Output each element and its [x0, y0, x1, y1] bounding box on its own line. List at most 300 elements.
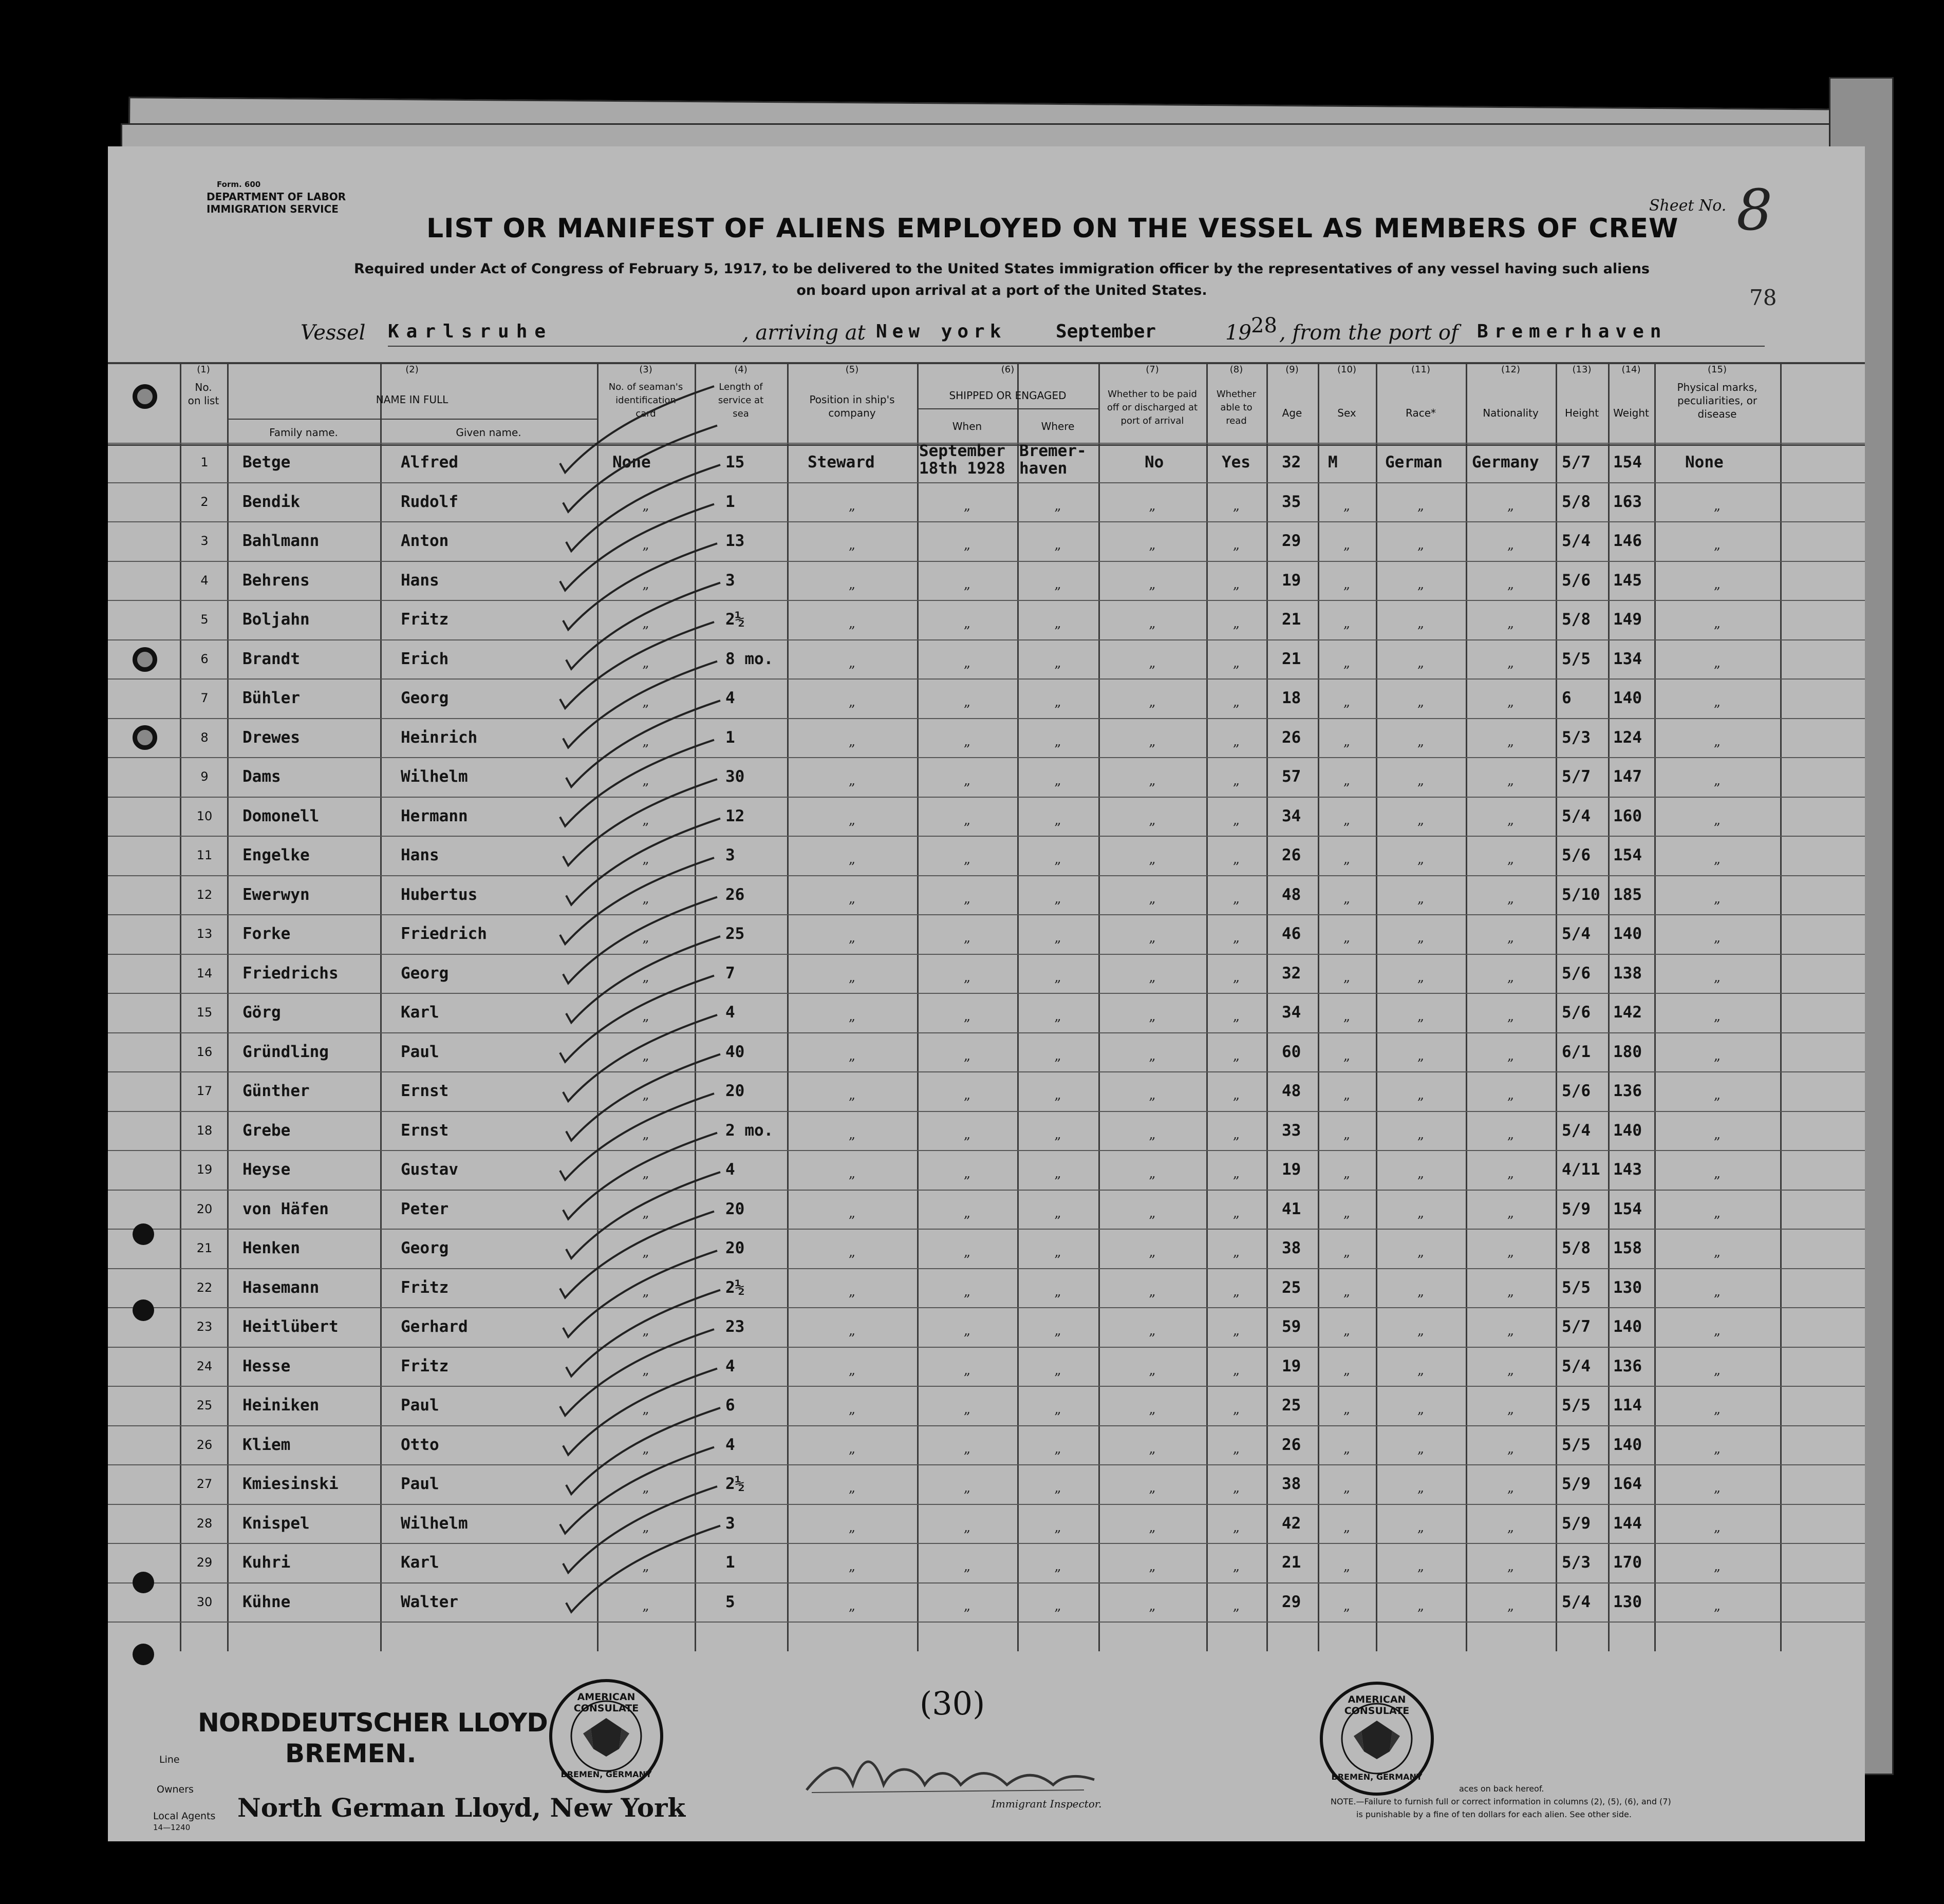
ditto-mark: „: [848, 537, 856, 553]
ditto-mark: „: [848, 891, 856, 907]
ditto-mark: „: [1232, 733, 1240, 749]
row-number: 19: [196, 1162, 213, 1177]
ditto-mark: „: [1417, 1559, 1425, 1574]
ditto-mark: „: [1054, 1362, 1061, 1378]
age: 48: [1282, 1082, 1301, 1100]
ditto-mark: „: [642, 852, 649, 867]
ditto-mark: „: [1232, 1048, 1240, 1064]
ditto-mark: „: [1713, 655, 1721, 671]
ditto-mark: „: [963, 1087, 971, 1103]
header-age: Age: [1282, 407, 1302, 419]
ditto-mark: „: [1232, 1480, 1240, 1496]
column-number-c12: (12): [1501, 364, 1520, 375]
family-name: Behrens: [242, 571, 310, 590]
column-number-c2: (2): [405, 364, 419, 375]
row-number: 15: [196, 1005, 213, 1020]
arrival-month: September: [1056, 321, 1156, 342]
row-number: 29: [196, 1555, 213, 1570]
height: 5/9: [1562, 1514, 1591, 1533]
ditto-mark: „: [1507, 694, 1515, 710]
ditto-mark: „: [1343, 1559, 1351, 1574]
age: 38: [1282, 1475, 1301, 1493]
inspector-label: Immigrant Inspector.: [992, 1798, 1102, 1810]
ditto-mark: „: [963, 1284, 971, 1299]
ditto-mark: „: [1054, 1126, 1061, 1142]
ditto-mark: „: [1054, 969, 1061, 985]
inspector-signature: [796, 1744, 1105, 1805]
length-of-service: 1: [725, 1553, 735, 1572]
vessel-name: Karlsruhe: [388, 321, 553, 342]
ditto-mark: „: [1417, 812, 1425, 828]
family-name: Brandt: [242, 649, 300, 668]
ditto-mark: „: [1149, 1362, 1156, 1378]
row-rule: [108, 993, 1865, 994]
id-card-value: None: [612, 453, 651, 472]
given-name: Fritz: [401, 610, 449, 629]
age: 33: [1282, 1121, 1301, 1140]
row-rule: [108, 1622, 1865, 1623]
row-rule: [108, 1229, 1865, 1230]
header-sex: Sex: [1337, 407, 1356, 419]
ditto-mark: „: [848, 498, 856, 514]
ditto-mark: „: [1507, 1323, 1515, 1339]
ditto-mark: „: [963, 773, 971, 788]
length-of-service: 8 mo.: [725, 649, 774, 668]
row-rule: [108, 1582, 1865, 1583]
age: 26: [1282, 1435, 1301, 1454]
row-number: 12: [196, 887, 213, 902]
ditto-mark: „: [848, 616, 856, 631]
ditto-mark: „: [963, 576, 971, 592]
header-where: Where: [1041, 420, 1075, 432]
ditto-mark: „: [848, 1126, 856, 1142]
ditto-mark: „: [1713, 1126, 1721, 1142]
consulate-seal-left: [547, 1677, 665, 1795]
ditto-mark: „: [848, 694, 856, 710]
subtitle: [334, 258, 1670, 301]
ditto-mark: „: [848, 1048, 856, 1064]
ditto-mark: „: [1507, 498, 1515, 514]
height: 5/3: [1562, 1553, 1591, 1572]
row-number: 14: [196, 966, 213, 981]
ditto-mark: „: [1343, 733, 1351, 749]
ditto-mark: „: [1149, 616, 1156, 631]
row-number: 25: [196, 1398, 213, 1412]
column-number-c4: (4): [734, 364, 747, 375]
column-rule: [1556, 362, 1557, 1651]
ditto-mark: „: [1343, 1362, 1351, 1378]
given-name: Paul: [401, 1475, 439, 1493]
row-rule: [108, 718, 1865, 719]
row-rule: [108, 521, 1865, 522]
shipped-when-2: 18th 1928: [919, 459, 1005, 478]
ditto-mark: „: [963, 1323, 971, 1339]
length-of-service: 40: [725, 1042, 745, 1061]
manifest-page: [108, 146, 1865, 1841]
ditto-mark: „: [1713, 812, 1721, 828]
ditto-mark: „: [1149, 1323, 1156, 1339]
ditto-mark: „: [1054, 1480, 1061, 1496]
ditto-mark: „: [1232, 930, 1240, 946]
family-name: Grebe: [242, 1121, 291, 1140]
ditto-mark: „: [1343, 616, 1351, 631]
page-number: 78: [1749, 285, 1777, 310]
ditto-mark: „: [1054, 1166, 1061, 1181]
height: 5/9: [1562, 1475, 1591, 1493]
ditto-mark: „: [642, 1284, 649, 1299]
ditto-mark: „: [848, 576, 856, 592]
weight: 163: [1613, 492, 1642, 511]
ditto-mark: „: [963, 694, 971, 710]
age: 59: [1282, 1317, 1301, 1336]
ditto-mark: „: [642, 1441, 649, 1457]
row-rule: [108, 482, 1865, 483]
sex-value: M: [1328, 453, 1338, 472]
ditto-mark: „: [1149, 1048, 1156, 1064]
ditto-mark: „: [1417, 1205, 1425, 1221]
ditto-mark: „: [1507, 812, 1515, 828]
ditto-mark: „: [1507, 1009, 1515, 1024]
age: 34: [1282, 806, 1301, 825]
height: 5/8: [1562, 610, 1591, 629]
header-name-in-full: NAME IN FULL: [376, 393, 448, 406]
length-of-service: 2½: [725, 610, 745, 629]
row-rule: [108, 914, 1865, 915]
ditto-mark: „: [1232, 1402, 1240, 1417]
column-number-c7: (7): [1146, 364, 1159, 375]
ditto-mark: „: [1232, 498, 1240, 514]
age: 19: [1282, 1356, 1301, 1375]
family-name: Drewes: [242, 728, 300, 747]
length-of-service: 3: [725, 571, 735, 590]
family-name: Bendik: [242, 492, 300, 511]
ditto-mark: „: [1713, 498, 1721, 514]
row-rule: [108, 1190, 1865, 1191]
nationality-value: Germany: [1472, 453, 1539, 472]
row-rule: [108, 1307, 1865, 1308]
given-name: Heinrich: [401, 728, 478, 747]
length-of-service: 13: [725, 532, 745, 550]
row-rule: [108, 561, 1865, 562]
ditto-mark: „: [1713, 733, 1721, 749]
row-rule: [108, 836, 1865, 837]
ditto-mark: „: [642, 576, 649, 592]
row-rule: [108, 1504, 1865, 1505]
row-rule: [108, 954, 1865, 955]
ditto-mark: „: [1343, 812, 1351, 828]
given-name: Friedrich: [401, 925, 487, 943]
ditto-mark: „: [1713, 1598, 1721, 1614]
length-of-service: 2 mo.: [725, 1121, 774, 1140]
position-value: Steward: [808, 453, 875, 472]
header-able-read: Whether able to read: [1216, 389, 1257, 426]
ditto-mark: „: [1713, 576, 1721, 592]
age: 46: [1282, 925, 1301, 943]
form-number: Form. 600: [217, 180, 261, 189]
ditto-mark: „: [848, 852, 856, 867]
weight: 185: [1613, 885, 1642, 904]
weight: 170: [1613, 1553, 1642, 1572]
ditto-mark: „: [1343, 1009, 1351, 1024]
given-name: Georg: [401, 1239, 449, 1257]
ditto-mark: „: [1343, 1087, 1351, 1103]
family-name: von Häfen: [242, 1199, 329, 1218]
ditto-mark: „: [848, 1402, 856, 1417]
header-given-name: Given name.: [456, 426, 521, 439]
family-name: Knispel: [242, 1514, 310, 1533]
ditto-mark: „: [1054, 1009, 1061, 1024]
ditto-mark: „: [642, 498, 649, 514]
ditto-mark: „: [848, 1519, 856, 1535]
given-name: Georg: [401, 964, 449, 983]
ditto-mark: „: [1054, 498, 1061, 514]
ditto-mark: „: [1232, 891, 1240, 907]
ditto-mark: „: [1232, 1519, 1240, 1535]
departure-port: Bremerhaven: [1477, 321, 1668, 342]
ditto-mark: „: [963, 1480, 971, 1496]
age: 34: [1282, 1003, 1301, 1022]
ditto-mark: „: [963, 1048, 971, 1064]
height: 5/6: [1562, 1003, 1591, 1022]
ditto-mark: „: [848, 733, 856, 749]
ditto-mark: „: [1713, 773, 1721, 788]
page-title: LIST OR MANIFEST OF ALIENS EMPLOYED ON THE VESSEL AS MEMBERS OF CREW: [426, 213, 1679, 244]
given-name: Fritz: [401, 1356, 449, 1375]
punch-hole: [133, 1223, 154, 1245]
row-number: 8: [200, 730, 209, 745]
weight: 124: [1613, 728, 1642, 747]
ditto-mark: „: [1054, 852, 1061, 867]
age: 21: [1282, 1553, 1301, 1572]
ditto-mark: „: [848, 812, 856, 828]
ditto-mark: „: [1417, 655, 1425, 671]
height: 5/7: [1562, 767, 1591, 786]
weight: 130: [1613, 1592, 1642, 1611]
ditto-mark: „: [1054, 930, 1061, 946]
ditto-mark: „: [1713, 1245, 1721, 1260]
row-number: 20: [196, 1201, 213, 1216]
given-name: Hermann: [401, 806, 468, 825]
ditto-mark: „: [642, 969, 649, 985]
weight: 114: [1613, 1396, 1642, 1415]
ditto-mark: „: [848, 1087, 856, 1103]
row-number: 17: [196, 1084, 213, 1098]
ditto-mark: „: [1232, 694, 1240, 710]
given-name: Paul: [401, 1396, 439, 1415]
ditto-mark: „: [642, 1245, 649, 1260]
ditto-mark: „: [848, 1559, 856, 1574]
age: 42: [1282, 1514, 1301, 1533]
ditto-mark: „: [1343, 1402, 1351, 1417]
age: 19: [1282, 571, 1301, 590]
weight: 138: [1613, 964, 1642, 983]
family-name: Bühler: [242, 689, 300, 707]
row-number: 26: [196, 1437, 213, 1452]
weight: 154: [1613, 846, 1642, 864]
ditto-mark: „: [1054, 694, 1061, 710]
given-name: Otto: [401, 1435, 439, 1454]
ditto-mark: „: [1417, 694, 1425, 710]
age: 48: [1282, 885, 1301, 904]
height: 5/6: [1562, 964, 1591, 983]
agents-label: [153, 1811, 215, 1833]
row-rule: [108, 1464, 1865, 1465]
height: 5/3: [1562, 728, 1591, 747]
ditto-mark: „: [1149, 1480, 1156, 1496]
column-rule: [180, 362, 181, 1651]
ditto-mark: „: [963, 812, 971, 828]
column-rule: [380, 362, 382, 1651]
able-read-value: Yes: [1222, 453, 1250, 472]
given-name: Ernst: [401, 1121, 449, 1140]
length-of-service: 4: [725, 689, 735, 707]
ditto-mark: „: [1343, 1245, 1351, 1260]
ditto-mark: „: [1507, 1519, 1515, 1535]
row-rule: [108, 1111, 1865, 1112]
row-number: 24: [196, 1359, 213, 1373]
ditto-mark: „: [963, 1126, 971, 1142]
given-name: Hubertus: [401, 885, 478, 904]
ditto-mark: „: [1232, 1087, 1240, 1103]
ditto-mark: „: [1054, 1087, 1061, 1103]
length-of-service: 20: [725, 1239, 745, 1257]
ditto-mark: „: [1149, 1402, 1156, 1417]
length-of-service: 7: [725, 964, 735, 983]
height: 6/1: [1562, 1042, 1591, 1061]
length-of-service: 1: [725, 492, 735, 511]
ditto-mark: „: [963, 733, 971, 749]
ditto-mark: „: [1417, 1009, 1425, 1024]
ditto-mark: „: [1232, 1441, 1240, 1457]
ditto-mark: „: [1149, 498, 1156, 514]
ditto-mark: „: [1713, 1087, 1721, 1103]
ditto-mark: „: [1054, 1048, 1061, 1064]
given-name: Walter: [401, 1592, 458, 1611]
ditto-mark: „: [1417, 969, 1425, 985]
ditto-mark: „: [1343, 930, 1351, 946]
row-number: 18: [196, 1123, 213, 1138]
ditto-mark: „: [1232, 1598, 1240, 1614]
ditto-mark: „: [963, 1009, 971, 1024]
ditto-mark: „: [1713, 1009, 1721, 1024]
column-number-c5: (5): [845, 364, 859, 375]
weight: 164: [1613, 1475, 1642, 1493]
header-when: When: [952, 420, 982, 432]
header-weight: Weight: [1613, 407, 1649, 419]
row-rule: [108, 875, 1865, 876]
row-number: 13: [196, 927, 213, 941]
ditto-mark: „: [1713, 930, 1721, 946]
line-stamp-1: NORDDEUTSCHER LLOYD: [198, 1708, 548, 1738]
length-of-service: 15: [725, 453, 745, 472]
ditto-mark: „: [642, 655, 649, 671]
ditto-mark: „: [1507, 891, 1515, 907]
ditto-mark: „: [963, 1559, 971, 1574]
ditto-mark: „: [642, 537, 649, 553]
ditto-mark: „: [1232, 1362, 1240, 1378]
height: 5/6: [1562, 846, 1591, 864]
row-rule: [108, 1071, 1865, 1072]
ditto-mark: „: [1149, 1559, 1156, 1574]
row-number: 10: [196, 808, 213, 823]
ditto-mark: „: [963, 891, 971, 907]
ditto-mark: „: [1417, 1480, 1425, 1496]
ditto-mark: „: [1417, 1087, 1425, 1103]
row-rule: [108, 1268, 1865, 1269]
family-name: Boljahn: [242, 610, 310, 629]
given-name: Karl: [401, 1553, 439, 1572]
row-number: 11: [196, 848, 213, 862]
family-name: Heiniken: [242, 1396, 320, 1415]
row-number: 5: [200, 612, 209, 627]
length-of-service: 3: [725, 1514, 735, 1533]
ditto-mark: „: [1713, 616, 1721, 631]
ditto-mark: „: [1343, 1480, 1351, 1496]
ditto-mark: „: [1507, 616, 1515, 631]
ditto-mark: „: [848, 1441, 856, 1457]
family-name: Hasemann: [242, 1278, 320, 1297]
height: 5/4: [1562, 1121, 1591, 1140]
family-name: Henken: [242, 1239, 300, 1257]
ditto-mark: „: [1149, 1205, 1156, 1221]
age: 19: [1282, 1160, 1301, 1179]
ditto-mark: „: [1507, 852, 1515, 867]
weight: 143: [1613, 1160, 1642, 1179]
ditto-mark: „: [848, 1205, 856, 1221]
total-count: (30): [920, 1685, 985, 1722]
weight: 142: [1613, 1003, 1642, 1022]
ditto-mark: „: [1507, 1205, 1515, 1221]
length-of-service: 30: [725, 767, 745, 786]
ditto-mark: „: [1507, 1441, 1515, 1457]
ditto-mark: „: [1054, 1323, 1061, 1339]
family-name: Dams: [242, 767, 281, 786]
ditto-mark: „: [963, 969, 971, 985]
ditto-mark: „: [1507, 969, 1515, 985]
header-height: Height: [1564, 407, 1599, 419]
consulate-city: BREMEN, GERMANY: [1331, 1772, 1423, 1782]
ditto-mark: „: [848, 1166, 856, 1181]
age: 32: [1282, 964, 1301, 983]
height: 4/11: [1562, 1160, 1600, 1179]
age: 26: [1282, 846, 1301, 864]
note-b: NOTE.—Failure to furnish full or correct information in columns (2), (5), (6), and (7): [1331, 1797, 1671, 1806]
height: 5/8: [1562, 1239, 1591, 1257]
paid-off-value: No: [1145, 453, 1164, 472]
ditto-mark: „: [1713, 1284, 1721, 1299]
ditto-mark: „: [1054, 655, 1061, 671]
ditto-mark: „: [963, 930, 971, 946]
ditto-mark: „: [1417, 1362, 1425, 1378]
arriving-label: , arriving at: [742, 321, 866, 345]
height: 5/6: [1562, 1082, 1591, 1100]
ditto-mark: „: [1417, 733, 1425, 749]
ditto-mark: „: [1343, 1048, 1351, 1064]
weight: 154: [1613, 453, 1642, 472]
header-no-on-list: No. on list: [188, 381, 219, 407]
ditto-mark: „: [963, 1205, 971, 1221]
row-number: 23: [196, 1319, 213, 1334]
weight: 140: [1613, 1317, 1642, 1336]
given-name: Alfred: [401, 453, 458, 472]
ditto-mark: „: [1149, 1087, 1156, 1103]
consulate-text: AMERICAN CONSULATE: [573, 1691, 639, 1714]
ditto-mark: „: [1507, 1087, 1515, 1103]
ditto-mark: „: [848, 1245, 856, 1260]
column-number-c11: (11): [1411, 364, 1430, 375]
ditto-mark: „: [1054, 576, 1061, 592]
row-number: 9: [200, 769, 209, 784]
